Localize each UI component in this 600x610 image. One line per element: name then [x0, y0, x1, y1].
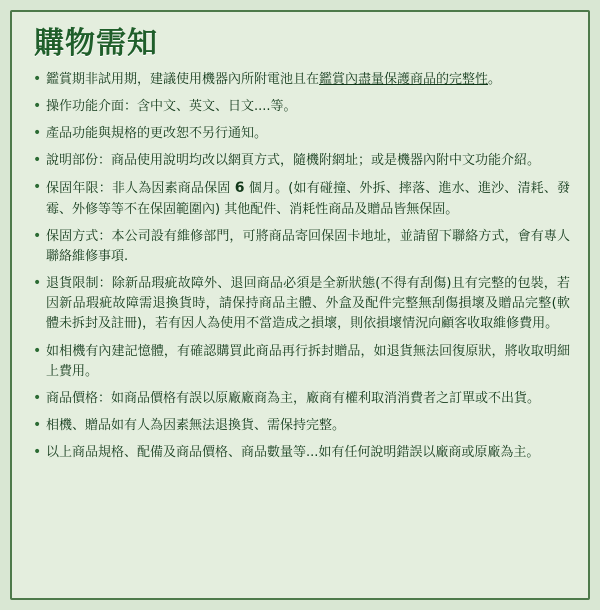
notice-item-gift-no-return	[32, 416, 570, 436]
notice-item-warranty-period	[32, 178, 570, 220]
notice-text: 如相機有內建記憶體，有確認購買此商品再行拆封贈品，如退貨無法回復原狀，將收取明細上費用。	[46, 343, 570, 379]
notice-text: 如商品價格有誤以原廠廠商為主，廠商有權利取消消費者之訂單或不出貨。	[111, 390, 541, 406]
notice-text: 除新品瑕疵故障外、退回商品必須是全新狀態(不得有刮傷)且有完整的包裝，若因新品瑕疵故障需退換貨時，請保持商品主體、外盒及配件完整無刮傷損壞及贈品完整(軟體未拆封及註冊)，若有因人為使用不當造成之損壞，則依損壞情況向顧客收取維修費用。	[46, 276, 570, 332]
page-title: 購物需知	[34, 26, 158, 61]
notice-text: 退貨限制：	[46, 276, 112, 292]
notice-item-manual	[32, 151, 570, 171]
notice-item-final-note	[32, 443, 570, 463]
notice-item-spec-change	[32, 124, 570, 144]
notice-text: 保固年限：	[46, 181, 112, 197]
notice-panel	[10, 10, 590, 600]
notice-text: 以上商品規格、配備及商品價格、商品數量等...如有任何說明錯誤以廠商或原廠為主。	[46, 445, 540, 461]
notice-text: 商品價格：	[46, 390, 112, 406]
notice-item-operation-interface	[32, 97, 570, 117]
notice-list	[32, 70, 570, 464]
notice-text: 相機、贈品如有人為因素無法退換貨、需保持完整。	[46, 418, 346, 434]
notice-text: 商品使用說明均改以網頁方式，隨機附網址；或是機器內附中文功能介紹。	[111, 152, 541, 168]
notice-item-warranty-method	[32, 227, 570, 267]
notice-text: 鑑賞期非試用期，建議使用機器內所附電池且在	[46, 71, 320, 87]
notice-item-built-in-memory	[32, 342, 570, 382]
notice-text: 非人為因素商品保固	[111, 181, 235, 197]
notice-text: 。	[488, 71, 502, 87]
notice-item-return-policy	[32, 274, 570, 334]
notice-text: 6	[234, 180, 245, 197]
notice-text: 本公司設有維修部門，可將商品寄回保固卡地址，並請留下聯絡方式，會有專人聯絡維修事項.	[46, 228, 570, 265]
notice-text: 個月。(如有碰撞、外拆、摔落、進水、進沙、清耗、發霉、外修等等不在保固範圍內) 其他配件、消耗性商品及贈品皆無保固。	[46, 181, 570, 217]
notice-item-trial-period	[32, 70, 570, 90]
notice-text: 操作功能介面：含中文、英文、日文....等。	[46, 98, 297, 114]
notice-text: 說明部份：	[46, 152, 112, 168]
notice-text: 鑑賞內盡量保護商品的完整性	[319, 71, 489, 87]
notice-text: 保固方式：	[46, 228, 112, 244]
notice-text: 產品功能與規格的更改恕不另行通知。	[46, 125, 268, 141]
notice-item-product-price	[32, 389, 570, 409]
